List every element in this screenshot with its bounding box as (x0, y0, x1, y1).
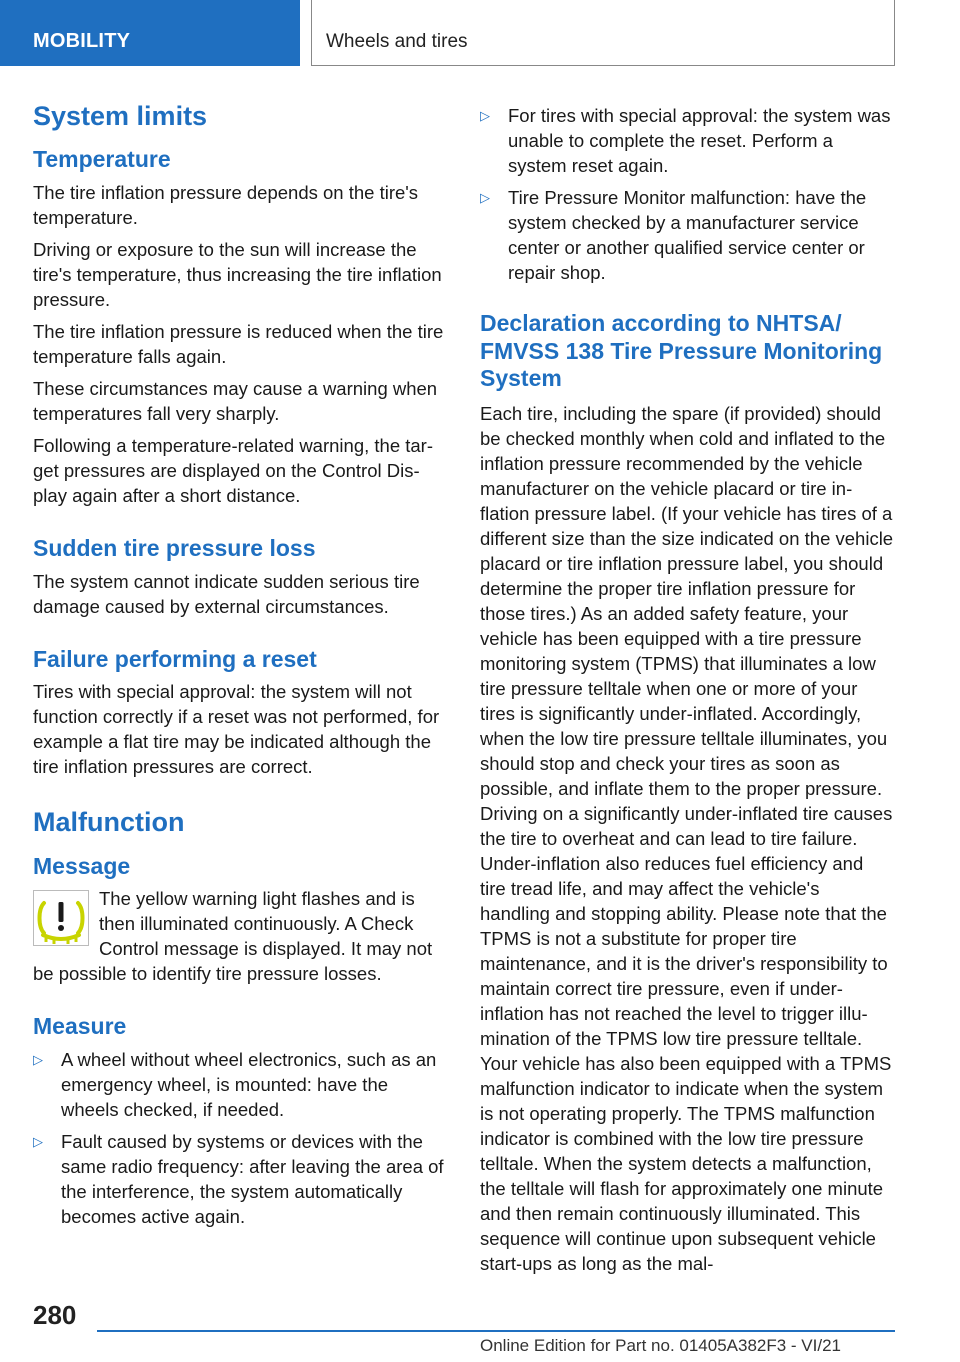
list-item: ▷ A wheel without wheel electronics, such as an emergency wheel, is mounted: have the wheels checked, if needed. (33, 1048, 437, 1120)
tire-pressure-warning-icon (33, 890, 89, 946)
triangle-bullet-icon: ▷ (480, 108, 490, 123)
heading-failure-reset: Failure performing a reset (33, 645, 317, 672)
paragraph: The tire inflation pressure is reduced when the tire temperature falls again. (33, 320, 444, 367)
paragraph: The system cannot indicate sudden serious tire damage caused by external circumstances. (33, 570, 420, 617)
right-column (480, 103, 894, 1283)
page-header (0, 0, 960, 66)
heading-malfunction: Malfunction (33, 807, 185, 838)
triangle-bullet-icon: ▷ (480, 190, 490, 205)
list-item: ▷ Fault caused by systems or devices with the same radio frequency: after leaving the area of the interference, the system automatically becomes active again. (33, 1130, 444, 1227)
heading-system-limits: System limits (33, 101, 208, 131)
declaration-text: Each tire, including the spare (if provided) should be checked monthly when cold and inflated to the inflation pressure recommended by the vehicle manufacturer on the vehicle placard or tire inflation pressure label. (If your vehicle has tires of a different size than the size indicated on the vehicle placard or tire inflation pressure label, you should determine the proper tire inflation pressure for those tires.) As an added safety feature, your vehicle has been equipped with a tire pressure monitoring system (TPMS) that illuminates a low tire pressure telltale when one or more of your tires is significantly under-inflated. Accordingly, when the low tire pressure telltale illuminates, you should stop and check your tires as soon as possible, and inflate them to the proper pressure. Driving on a significantly under-inflated tire causes the tire to overheat and can lead to tire failure. Under-inflation also reduces fuel efficiency and tire tread life, and may affect the vehicle's handling and stopping ability. Please note that the TPMS is not a substitute for proper tire maintenance, and it is the driver's responsibility to maintain correct tire pressure, even if under-inflation has not reached the level to trigger illumination of the TPMS low tire pressure telltale. Your vehicle has also been equipped with a TPMS malfunction indicator to indicate when the system is not operating properly. The TPMS malfunction indicator is combined with the low tire pressure telltale. When the system detects a malfunction, the telltale will flash for approximately one minute and then remain continuously illuminated. This sequence will continue upon subsequent vehicle start-ups as long as the mal- (480, 402, 894, 1274)
heading-message: Message (33, 852, 131, 879)
heading-temperature: Temperature (33, 146, 171, 173)
section-tab: MOBILITY (0, 0, 300, 66)
measure-list (33, 1047, 445, 1229)
heading-declaration: Declaration according to NHTSA/ FMVSS 138 Tire Pressure Monitoring System (480, 310, 883, 391)
list-item: ▷ For tires with special approval: the system was unable to complete the reset. Perform a system reset again. (480, 105, 891, 176)
paragraph: Following a temperature-related warning, the target pressures are displayed on the Control Display again after a short distance. (33, 434, 434, 506)
edition-note: Online Edition for Part no. 01405A382F3 - VI/21 (480, 1336, 842, 1355)
list-item: ▷ Tire Pressure Monitor malfunction: have the system checked by a manufacturer service center or another qualified service center or repair shop. (480, 187, 867, 283)
heading-sudden-loss: Sudden tire pressure loss (33, 534, 316, 561)
paragraph: These circumstances may cause a warning when temperatures fall very sharply. (33, 377, 438, 424)
triangle-bullet-icon: ▷ (33, 1133, 43, 1149)
measure-list-continued (480, 103, 894, 285)
message-block (33, 886, 445, 986)
heading-measure: Measure (33, 1013, 127, 1040)
footer-divider (97, 1330, 895, 1332)
paragraph: The tire inflation pressure depends on the tire's temperature. (33, 181, 419, 228)
triangle-bullet-icon: ▷ (33, 1051, 43, 1067)
paragraph: Driving or exposure to the sun will increase the tire's temperature, thus increasing the tire inflation pressure. (33, 238, 442, 310)
chapter-title: Wheels and tires (311, 0, 895, 66)
paragraph: Tires with special approval: the system will not function correctly if a reset was not performed, for example a flat tire may be indicated although the tire inflation pressures are correct. (33, 681, 440, 778)
message-text: The yellow warning light flashes and is then illuminated continuously. A Check Control message is displayed. It may not be possible to identify tire pressure losses. (33, 888, 433, 985)
page-number: 280 (33, 1300, 77, 1330)
left-column (33, 100, 445, 1236)
